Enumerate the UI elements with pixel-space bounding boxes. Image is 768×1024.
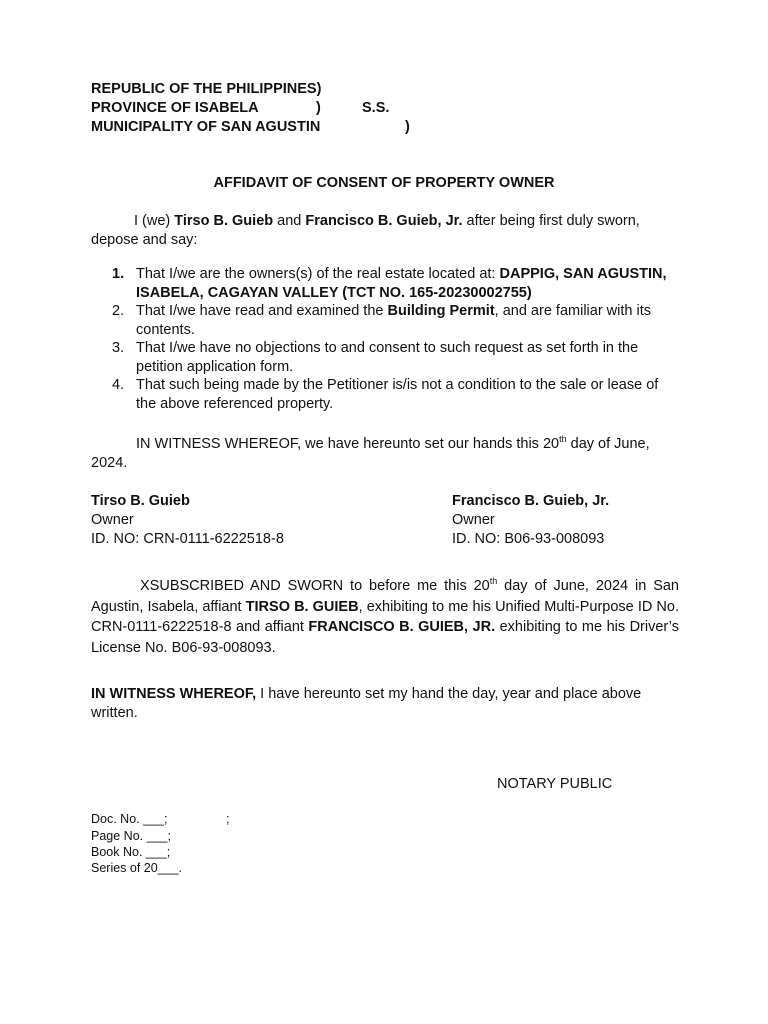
- signatory-right-id: ID. NO: B06-93-008093: [452, 531, 605, 547]
- item-building-permit: Building Permit: [387, 303, 495, 319]
- venue-republic: REPUBLIC OF THE PHILIPPINES): [91, 81, 322, 97]
- intro-suffix: after being first duly sworn, depose and say:: [91, 213, 640, 248]
- item-number: 1.: [112, 266, 125, 282]
- series-number: Series of 20___.: [91, 861, 183, 875]
- venue-province-paren: ): [316, 100, 321, 116]
- intro-and: and: [273, 213, 306, 229]
- intro-name-1: Tirso B. Guieb: [174, 213, 274, 229]
- witness-ordinal: th: [559, 434, 567, 445]
- item-number: 3.: [112, 340, 125, 356]
- venue-municipality: MUNICIPALITY OF SAN AGUSTIN: [91, 119, 321, 135]
- witness-text: IN WITNESS WHEREOF, we have hereunto set our hands this 20: [136, 436, 560, 452]
- item-number: 4.: [112, 377, 125, 393]
- item-text-after: , and are familiar with its contents.: [136, 303, 651, 338]
- notary-witness-text: I have hereunto set my hand the day, year and place above written.: [91, 686, 642, 721]
- jurat-text: XSUBSCRIBED AND SWORN to before me this 20: [140, 578, 490, 594]
- venue-province: PROVINCE OF ISABELA: [91, 100, 259, 116]
- jurat-text: day of June, 2024 in San Agustin, Isabela, affiant: [91, 578, 680, 615]
- notary-witness-paragraph: [91, 685, 651, 722]
- signatory-left-id: ID. NO: CRN-0111-6222518-8: [91, 531, 284, 547]
- witness-paragraph: [91, 435, 679, 472]
- document-title: AFFIDAVIT OF CONSENT OF PROPERTY OWNER: [213, 175, 555, 191]
- list-item: [91, 339, 681, 376]
- jurat-ordinal: th: [489, 576, 498, 587]
- book-number: Book No. ___;: [91, 845, 171, 859]
- list-item: [91, 376, 681, 413]
- jurat-text: exhibiting to me his Driver’s License No. B06-93-008093.: [91, 619, 680, 656]
- signatory-left-name: Tirso B. Guieb: [91, 493, 190, 509]
- item-text: That I/we are the owners(s) of the real estate located at:: [136, 266, 500, 282]
- intro-name-2: Francisco B. Guieb, Jr.: [305, 213, 463, 229]
- depositions-list: [91, 265, 681, 413]
- doc-number-extra: ;: [226, 812, 230, 826]
- notary-witness-heading: IN WITNESS WHEREOF,: [91, 686, 257, 702]
- item-text: That such being made by the Petitioner is/is not a condition to the sale or lease of the above referenced property.: [136, 377, 659, 412]
- jurat-paragraph: [91, 576, 679, 658]
- item-number: 2.: [112, 303, 125, 319]
- signatory-left-role: Owner: [91, 512, 134, 528]
- jurat-affiant-2: FRANCISCO B. GUIEB, JR.: [308, 619, 496, 635]
- list-item: [91, 265, 681, 302]
- list-item: [91, 302, 681, 339]
- jurat-affiant-1: TIRSO B. GUIEB: [245, 598, 359, 615]
- signatory-right-name: Francisco B. Guieb, Jr.: [452, 493, 610, 509]
- witness-date: day of June, 2024.: [91, 436, 650, 471]
- intro-paragraph: [91, 212, 679, 249]
- item-property-location: DAPPIG, SAN AGUSTIN, ISABELA, CAGAYAN VALLEY (TCT NO. 165-20230002755): [136, 266, 667, 301]
- signatory-right-role: Owner: [452, 512, 495, 528]
- doc-number: Doc. No. ___;: [91, 812, 168, 826]
- venue-municipality-paren: ): [405, 119, 410, 135]
- venue-ss: S.S.: [362, 100, 390, 116]
- item-text: That I/we have read and examined the: [136, 303, 388, 319]
- jurat-text: , exhibiting to me his Unified Multi-Purpose ID No. CRN-0111-6222518-8 and affiant: [91, 598, 679, 635]
- notary-public-label: NOTARY PUBLIC: [497, 776, 613, 792]
- intro-prefix: I (we): [134, 213, 175, 229]
- page-number: Page No. ___;: [91, 829, 171, 843]
- item-text: That I/we have no objections to and consent to such request as set forth in the petition application form.: [136, 340, 639, 375]
